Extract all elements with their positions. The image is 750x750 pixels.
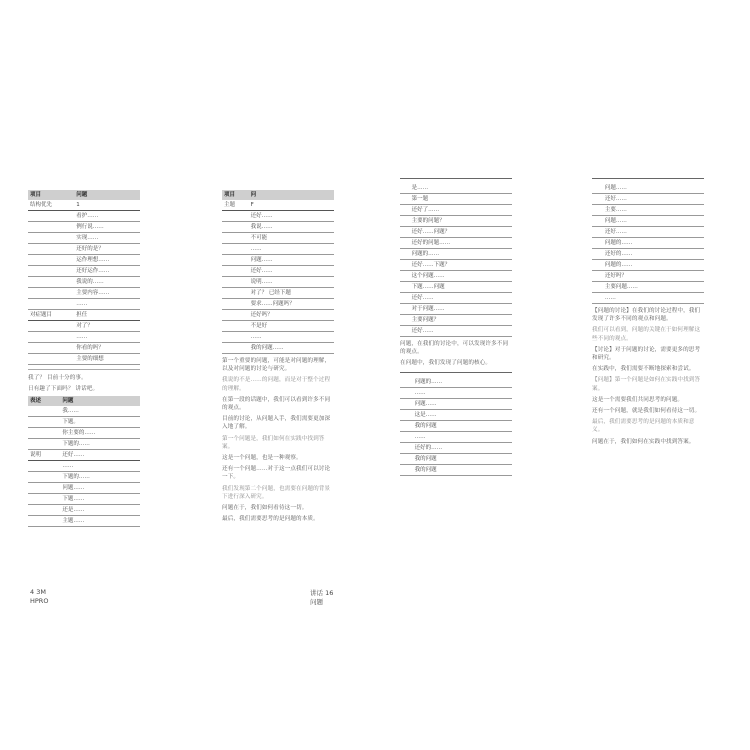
divider [400,178,512,179]
table-row [400,238,512,249]
row-value: 还好…… [410,293,512,304]
row-value: 我的问题…… [249,343,334,354]
row-label [28,494,60,505]
page-2 [222,170,334,610]
table-row [400,227,512,238]
row-value: 还好…… [60,450,140,461]
row-label [400,315,410,326]
row-label [400,216,410,227]
row-value: 不可能 [249,233,334,244]
page1-text: 我了？ 目前十分的事。 [28,375,87,381]
table-row [28,472,140,483]
row-label [592,293,603,304]
table-row [28,200,140,211]
table-row [400,409,512,420]
row-label [400,238,410,249]
page3-table-1 [400,183,512,337]
body-paragraph: 第一个重要的问题，可能是对问题的理解，以及对问题的讨论与研究。 [222,358,331,373]
body-paragraph: 第一个问题是，我们如何在实践中找到答案。 [222,435,325,450]
row-label [592,227,603,238]
row-value: 还好…… [603,194,704,205]
row-value: 问题的…… [603,238,704,249]
row-label [592,238,603,249]
row-label [400,249,410,260]
body-paragraph: 【讨论】对于问题的讨论，需要更多的思考和研究。 [592,346,701,362]
row-label [222,255,249,266]
row-label [28,277,74,288]
row-value: 下题…… [60,494,140,505]
row-value: …… [74,332,140,343]
row-label [400,409,413,420]
row-label [28,354,74,365]
row-value: 我的问题 [413,453,512,464]
divider [400,372,512,373]
page-3 [400,170,512,610]
table-row [222,321,334,332]
table-row [592,238,704,249]
row-label [28,516,60,527]
row-value: 你看的吗？ [74,343,140,354]
row-label [28,222,74,233]
row-label [28,417,60,428]
page4-table-1 [592,183,704,304]
table-row [592,227,704,238]
row-label [592,205,603,216]
row-label [400,183,410,194]
row-label [28,406,60,417]
row-label [28,288,74,299]
page-1 [28,170,140,610]
body-paragraph: 目前的讨论，从问题入手，我们需要更加深入地了解。 [222,416,331,431]
table-row [592,249,704,260]
row-label [28,321,74,332]
page2-table-1 [222,190,334,354]
row-value: 问题的…… [603,260,704,271]
table-row [28,461,140,472]
row-label [400,260,410,271]
table-row [400,282,512,293]
row-label [28,266,74,277]
table-row [400,183,512,194]
row-label [592,194,603,205]
row-value: 对于问题…… [410,304,512,315]
table-row [400,464,512,475]
table-row [28,244,140,255]
table-row [592,260,704,271]
row-label [592,271,603,282]
row-label [28,505,60,516]
table-row [592,282,704,293]
row-value: …… [249,332,334,343]
table-row [400,315,512,326]
table-row [28,428,140,439]
row-label [592,260,603,271]
row-value: 主要问题？ [410,315,512,326]
table-header: 项目 [222,190,249,200]
row-label [400,377,413,388]
row-value: …… [603,293,704,304]
row-value: 第一题 [410,194,512,205]
row-value: 主要的细想 [74,354,140,365]
table-row [222,277,334,288]
table-row [222,233,334,244]
row-value: 主要的问题？ [410,216,512,227]
body-paragraph: 这是一个需要我们共同思考的问题。 [592,396,684,403]
table-row [222,288,334,299]
row-label [28,472,60,483]
body-paragraph: 还有一个问题，就是我们如何看待这一切。 [592,408,701,415]
table-row [400,431,512,442]
table-row [400,304,512,315]
folio-brand-left: HPRO [30,597,49,605]
body-paragraph: 最后，我们需要思考的是问题的本质和意义。 [592,419,695,434]
table-row [28,516,140,527]
table-header: 项目 [28,190,74,200]
row-value: 还好的…… [413,442,512,453]
row-value: 这是…… [413,409,512,420]
row-value: 还好…… [603,227,704,238]
row-label [28,461,60,472]
row-value: 对了？ 已经下题 [249,288,334,299]
table-row [28,439,140,450]
table-row [400,326,512,337]
row-label [222,277,249,288]
table-row [28,299,140,310]
row-value: 我…… [60,406,140,417]
row-value: 看护…… [74,211,140,222]
row-value: 下题……问题 [410,282,512,293]
body-paragraph: 在实践中，我们需要不断地探索和尝试。 [592,366,695,373]
page3-text: 问题，在我们的讨论中，可以发现许多不同的观点。 [400,341,509,356]
table-row [28,233,140,244]
table-row [222,343,334,354]
row-label [222,266,249,277]
table-row [592,205,704,216]
row-value: …… [413,431,512,442]
folio-page-number-right: 讲话 16 [310,589,334,597]
row-value: 对了？ [74,321,140,332]
row-value: 还好运作…… [74,266,140,277]
row-value: …… [249,244,334,255]
table-row [222,211,334,222]
row-label [28,439,60,450]
table-row [400,453,512,464]
body-paragraph: 这是一个问题，也是一种观察。 [222,455,302,462]
table-header: 问题 [74,190,140,200]
row-value: 问题的…… [413,377,512,388]
page-4 [592,170,704,610]
table-row [400,205,512,216]
row-label [28,299,74,310]
row-value: 还好…… [249,211,334,222]
row-label [28,211,74,222]
row-label [400,205,410,216]
table-row [400,249,512,260]
row-value: 问题…… [603,183,704,194]
table-row [400,377,512,388]
table-row [400,387,512,398]
row-value: 还好…… [410,326,512,337]
row-label [28,255,74,266]
row-label [400,398,413,409]
row-value: 问题…… [413,398,512,409]
table-row [592,293,704,304]
row-value: 下题的…… [60,439,140,450]
table-row [400,194,512,205]
table-row [28,354,140,365]
page1-table-2 [28,396,140,527]
row-label [400,271,410,282]
row-label [222,299,249,310]
row-value: 是…… [410,183,512,194]
row-label [400,387,413,398]
row-value: 还好的是？ [74,244,140,255]
row-label [28,244,74,255]
row-label [222,211,249,222]
row-label [592,183,603,194]
table-row [222,222,334,233]
row-label [28,343,74,354]
body-paragraph: 在第一段的话题中，我们可以看到许多不同的观点。 [222,396,331,412]
table-row [400,293,512,304]
row-label [400,420,413,431]
row-label [222,310,249,321]
folio-page-number-left: 4 3M [30,588,46,596]
table-row [400,216,512,227]
table-row [222,332,334,343]
row-value: 还好的问题…… [410,238,512,249]
row-label [592,249,603,260]
table-row [28,266,140,277]
table-row [28,288,140,299]
row-label [400,304,410,315]
table-header: 问题 [60,396,140,406]
row-label [592,282,603,293]
table-row [222,310,334,321]
row-label [400,326,410,337]
row-label: 说明 [28,450,60,461]
table-row [28,417,140,428]
row-value: 这个问题…… [410,271,512,282]
row-label [400,282,410,293]
row-value: 还好了…… [410,205,512,216]
body-paragraph: 还有一个问题……对于这一点我们可以讨论一下。 [222,466,331,481]
row-label [28,483,60,494]
table-row [222,200,334,211]
row-label [222,244,249,255]
page1-table-1 [28,190,140,365]
row-value: 我的问题 [413,420,512,431]
table-row [28,505,140,516]
row-value: 主要问题…… [603,282,704,293]
folio-label-right: 问题 [310,598,323,606]
row-value: 问题…… [60,483,140,494]
body-paragraph: 我们可以看到，问题的关键在于如何理解这些不同的观点。 [592,327,701,342]
table-row [592,271,704,282]
row-value: 运作理想…… [74,255,140,266]
row-label: 对症题目 [28,310,74,321]
table-row [400,398,512,409]
table-row [222,255,334,266]
row-label [222,222,249,233]
row-value: …… [74,299,140,310]
row-value: 主要内容…… [74,288,140,299]
table-row [400,271,512,282]
row-value: 问题…… [603,216,704,227]
row-label [400,227,410,238]
page3-text: 在问题中，我们发现了问题的核心。 [400,360,492,367]
row-value: 问题的…… [410,249,512,260]
table-row [222,299,334,310]
row-value: 还是…… [60,505,140,516]
row-value: …… [413,387,512,398]
page3-table-2 [400,377,512,476]
row-value: 实现…… [74,233,140,244]
row-value: 不是好 [249,321,334,332]
row-value: 还好吗？ [603,271,704,282]
row-value: 要求……问题吗？ [249,299,334,310]
row-label [222,332,249,343]
row-value: F [249,200,334,211]
table-header: 问 [249,190,334,200]
body-paragraph: 问题在于，我们如何看待这一切。 [222,505,308,512]
row-label [28,332,74,343]
row-label [400,431,413,442]
row-value: 问题…… [249,255,334,266]
table-row [28,483,140,494]
row-label [592,216,603,227]
row-value: 我的问题 [413,464,512,475]
row-label [28,428,60,439]
divider [28,369,140,370]
body-paragraph: 【问题的讨论】在我们的讨论过程中，我们发现了许多不同的观点和问题。 [592,308,701,323]
table-row [28,321,140,332]
row-label [222,321,249,332]
row-value: 还好…… [249,266,334,277]
row-value: 1 [74,200,140,211]
row-label [400,194,410,205]
row-label [400,293,410,304]
table-row [592,216,704,227]
table-row [28,310,140,321]
row-value: 还好吗？ [249,310,334,321]
row-value: 还好……下题？ [410,260,512,271]
row-value: …… [60,461,140,472]
row-value: 还好……问题？ [410,227,512,238]
table-row [400,442,512,453]
body-paragraph: 【问题】第一个问题是如何在实践中找到答案。 [592,377,701,392]
divider [592,178,704,179]
table-row [28,222,140,233]
table-row [28,255,140,266]
row-value: 说明…… [249,277,334,288]
row-label [28,233,74,244]
row-value: 下题的…… [60,472,140,483]
table-row [400,260,512,271]
row-value: 下题。 [60,417,140,428]
page1-text: 日有趣了下面吗？ 讲话吧。 [28,386,99,393]
table-row [592,194,704,205]
row-label [400,464,413,475]
body-paragraph: 最后，我们需要思考的是问题的本质。 [222,516,319,523]
row-label [400,442,413,453]
row-label [400,453,413,464]
body-paragraph: 我们发现第二个问题，也需要在问题的背景下进行深入研究。 [222,485,331,500]
table-row [28,494,140,505]
row-value: 你主要的…… [60,428,140,439]
table-row [28,211,140,222]
table-row [28,450,140,461]
row-value: 我说…… [249,222,334,233]
body-paragraph: 我说的不是……的问题，而是对于整个过程的理解。 [222,377,331,392]
row-label: 结构优先 [28,200,74,211]
body-paragraph: 问题在于，我们如何在实践中找到答案。 [592,438,695,445]
row-value: 主题…… [60,516,140,527]
row-value: 例行说…… [74,222,140,233]
row-label [222,343,249,354]
table-row [28,406,140,417]
row-label [222,233,249,244]
table-row [28,277,140,288]
table-row [592,183,704,194]
table-row [28,332,140,343]
row-label [222,288,249,299]
row-label: 主题 [222,200,249,211]
table-header: 表述 [28,396,60,406]
row-value: 主要…… [603,205,704,216]
row-value: 担任 [74,310,140,321]
table-row [222,266,334,277]
table-row [400,420,512,431]
table-row [222,244,334,255]
row-value: 我说的…… [74,277,140,288]
row-value: 还好的…… [603,249,704,260]
table-row [28,343,140,354]
